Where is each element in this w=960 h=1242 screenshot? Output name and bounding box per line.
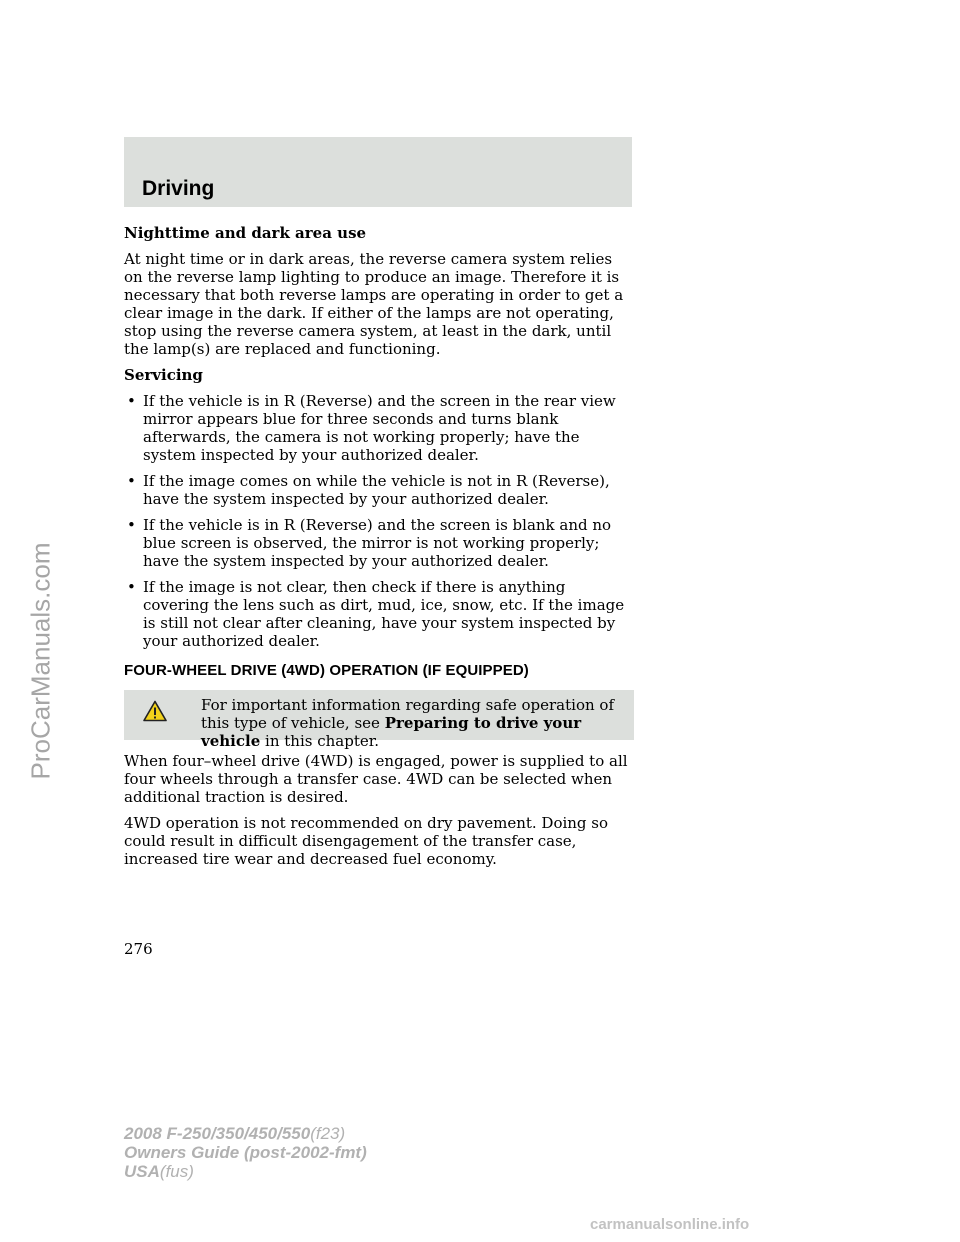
warning-text-after: in this chapter.	[265, 732, 380, 750]
list-item-text: If the vehicle is in R (Reverse) and the screen in the rear view mirror appears blue for three seconds and turns blank afterwards, the camera is not working properly; have the system inspected by your authorized dealer.	[143, 392, 616, 464]
footer-region-code: (fus)	[159, 1162, 194, 1181]
list-item	[124, 516, 634, 570]
warning-text	[201, 696, 628, 750]
footer-line-region	[124, 1162, 367, 1181]
section-title: Driving	[142, 177, 215, 200]
nighttime-paragraph: At night time or in dark areas, the reverse camera system relies on the reverse lamp lighting to produce an image. Therefore it is necessary that both reverse lamps are operating in order to get a clear image in the dark. If either of the lamps are not operating, stop using the reverse camera system, at least in the dark, until the lamp(s) are replaced and functioning.	[124, 250, 624, 358]
warning-triangle-icon	[143, 700, 167, 726]
servicing-list	[124, 392, 634, 650]
section-header-band	[124, 137, 632, 207]
warning-box	[124, 690, 634, 750]
list-item	[124, 392, 634, 464]
servicing-heading: Servicing	[124, 366, 203, 384]
list-item	[124, 578, 634, 650]
page-content	[124, 224, 634, 876]
fourwd-heading: FOUR-WHEEL DRIVE (4WD) OPERATION (IF EQUIPPED)	[124, 662, 529, 679]
footer-model: 2008 F-250/350/450/550	[124, 1124, 311, 1143]
footer-guide: Owners Guide (post-2002-fmt)	[124, 1143, 367, 1162]
page-number: 276	[124, 940, 153, 958]
side-watermark	[26, 511, 56, 811]
nighttime-heading: Nighttime and dark area use	[124, 224, 367, 242]
footer-model-code: (f23)	[310, 1124, 346, 1143]
bullet-icon: •	[127, 472, 136, 490]
list-item-text: If the image comes on while the vehicle is not in R (Reverse), have the system inspected by your authorized dealer.	[143, 472, 610, 508]
bullet-icon: •	[127, 392, 136, 410]
list-item-text: If the image is not clear, then check if there is anything covering the lens such as dirt, mud, ice, snow, etc. If the image is still not clear after cleaning, have your system inspected by your authorized dealer.	[143, 578, 625, 650]
warning-crossref: Preparing to drive your vehicle	[201, 714, 582, 750]
bullet-icon: •	[127, 516, 136, 534]
fourwd-paragraph-2: 4WD operation is not recommended on dry pavement. Doing so could result in difficult disengagement of the transfer case, increased tire wear and decreased fuel economy.	[124, 814, 609, 868]
watermark-text: ProCarManuals.com	[25, 542, 56, 780]
footer-region: USA	[124, 1162, 160, 1181]
list-item-text: If the vehicle is in R (Reverse) and the screen is blank and no blue screen is observed, the mirror is not working properly; have the system inspected by your authorized dealer.	[143, 516, 612, 570]
footer-line-model	[124, 1124, 367, 1143]
list-item	[124, 472, 634, 508]
warning-text-before: For important information regarding safe operation of this type of vehicle, see	[201, 696, 614, 732]
document-footer	[124, 1124, 367, 1181]
site-watermark: carmanualsonline.info	[590, 1216, 750, 1233]
fourwd-paragraph-1: When four–wheel drive (4WD) is engaged, power is supplied to all four wheels through a transfer case. 4WD can be selected when additional traction is desired.	[124, 752, 628, 806]
bullet-icon: •	[127, 578, 136, 596]
